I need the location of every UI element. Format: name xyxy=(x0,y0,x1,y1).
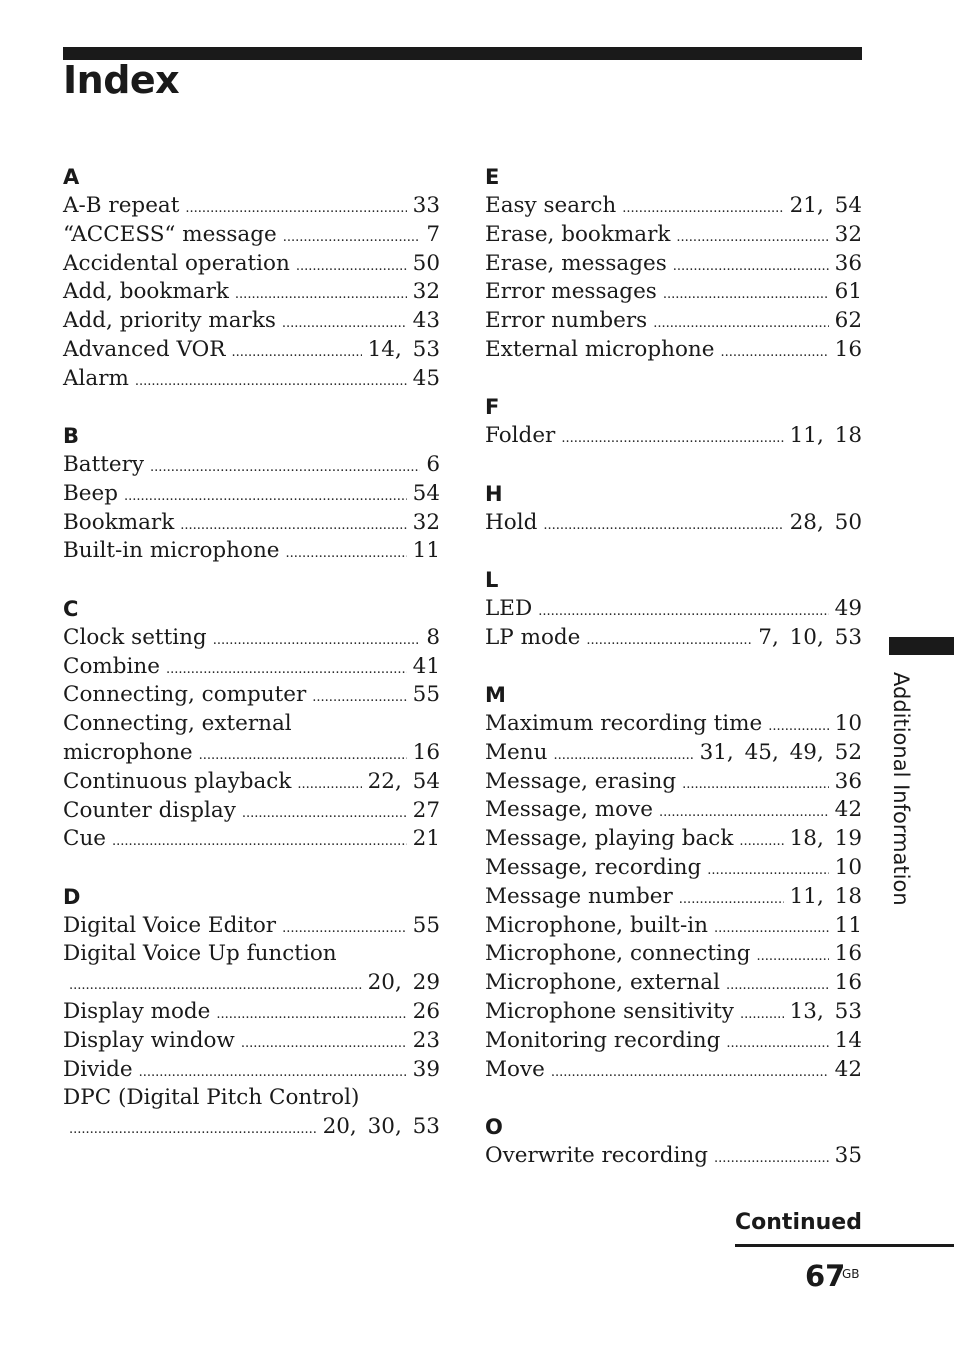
index-entry xyxy=(485,768,862,797)
header-rule xyxy=(63,47,862,60)
dot-leader xyxy=(112,828,407,857)
entry-term: Display mode xyxy=(63,999,211,1025)
index-entry xyxy=(63,739,440,768)
index-entry xyxy=(63,192,440,221)
index-entry xyxy=(63,537,440,566)
dot-leader xyxy=(312,684,406,713)
dot-leader xyxy=(139,1059,407,1088)
index-entry xyxy=(63,797,440,826)
index-entry xyxy=(485,940,862,969)
dot-leader xyxy=(180,512,406,541)
index-entry xyxy=(63,969,440,998)
dot-leader xyxy=(283,224,421,253)
entry-term: Digital Voice Editor xyxy=(63,912,277,938)
index-entry xyxy=(485,796,862,825)
dot-leader xyxy=(282,915,407,944)
section-letter: C xyxy=(63,596,79,621)
section-letter: O xyxy=(485,1114,503,1139)
entry-pages: 21, 54 xyxy=(789,193,862,218)
index-column-right xyxy=(485,163,862,1199)
entry-pages: 43 xyxy=(412,308,440,334)
entry-term: Connecting, external xyxy=(63,711,292,737)
index-entry xyxy=(485,883,862,912)
entry-term: Monitoring recording xyxy=(485,1027,721,1053)
dot-leader xyxy=(653,310,828,339)
index-entry xyxy=(485,825,862,854)
entry-term: DPC (Digital Pitch Control) xyxy=(63,1085,360,1111)
entry-term: Divide xyxy=(63,1056,133,1082)
dot-leader xyxy=(714,915,829,944)
entry-term: Add, bookmark xyxy=(63,279,229,305)
entry-term: Erase, messages xyxy=(485,250,667,276)
dot-leader xyxy=(282,310,407,339)
dot-leader xyxy=(69,972,362,1001)
dot-leader xyxy=(726,972,829,1001)
entry-term: LP mode xyxy=(485,624,581,650)
dot-leader xyxy=(241,1030,407,1059)
index-entry xyxy=(485,221,862,250)
entry-term: External microphone xyxy=(485,336,715,362)
entry-term: Microphone, external xyxy=(485,970,720,996)
index-entry xyxy=(63,307,440,336)
entry-pages: 11, 18 xyxy=(789,423,862,449)
entry-term: Error messages xyxy=(485,279,657,305)
dot-leader xyxy=(622,195,783,224)
entry-pages: 14, 53 xyxy=(367,336,440,362)
index-entry xyxy=(63,653,440,682)
entry-pages: 10 xyxy=(834,710,862,736)
dot-leader xyxy=(166,656,407,685)
section-letter: H xyxy=(485,481,503,506)
dot-leader xyxy=(231,339,361,368)
index-entry xyxy=(485,192,862,221)
index-entry xyxy=(63,221,440,250)
entry-term: “ACCESS“ message xyxy=(63,221,277,247)
index-entry xyxy=(485,595,862,624)
entry-pages: 7 xyxy=(426,221,440,247)
dot-leader xyxy=(714,1145,829,1174)
dot-leader xyxy=(216,1001,406,1030)
index-section xyxy=(485,480,862,538)
index-entry xyxy=(63,710,440,739)
entry-pages: 20, 30, 53 xyxy=(322,1114,440,1140)
index-entry xyxy=(485,912,862,941)
entry-term: Microphone, built-in xyxy=(485,912,708,938)
dot-leader xyxy=(673,253,829,282)
dot-leader xyxy=(235,281,407,310)
dot-leader xyxy=(721,339,829,368)
entry-term: Microphone sensitivity xyxy=(485,998,734,1024)
index-entry xyxy=(63,250,440,279)
index-section xyxy=(485,1113,862,1171)
entry-pages: 20, 29 xyxy=(367,970,440,996)
entry-pages: 32 xyxy=(834,221,862,247)
dot-leader xyxy=(586,627,752,656)
entry-term: Easy search xyxy=(485,193,617,218)
entry-term: Connecting, computer xyxy=(63,682,307,708)
entry-pages: 16 xyxy=(834,970,862,996)
index-entry xyxy=(63,480,440,509)
dot-leader xyxy=(663,281,829,310)
dot-leader xyxy=(213,627,421,656)
entry-pages: 36 xyxy=(834,768,862,794)
entry-pages: 13, 53 xyxy=(789,998,862,1024)
page-number-suffix: GB xyxy=(842,1267,860,1281)
index-section xyxy=(63,422,440,566)
index-entry xyxy=(485,1056,862,1085)
index-entry xyxy=(485,509,862,538)
dot-leader xyxy=(739,828,783,857)
entry-term: Clock setting xyxy=(63,624,207,650)
dot-leader xyxy=(286,540,407,569)
entry-pages: 55 xyxy=(412,912,440,938)
index-entry xyxy=(485,1027,862,1056)
index-entry xyxy=(63,624,440,653)
dot-leader xyxy=(707,857,828,886)
entry-term: Hold xyxy=(485,509,538,535)
index-section xyxy=(63,883,440,1142)
dot-leader xyxy=(297,771,361,800)
dot-leader xyxy=(69,1116,317,1145)
entry-pages: 26 xyxy=(412,999,440,1025)
entry-term: Move xyxy=(485,1056,545,1082)
dot-leader xyxy=(543,512,783,541)
section-letter: F xyxy=(485,395,500,420)
entry-term: microphone xyxy=(63,739,193,765)
dot-leader xyxy=(659,799,829,828)
page-number: 67 xyxy=(805,1259,846,1293)
index-section xyxy=(63,163,440,394)
index-section xyxy=(63,595,440,854)
entry-term: Display window xyxy=(63,1027,235,1053)
index-entry xyxy=(63,1113,440,1142)
index-entry xyxy=(63,1056,440,1085)
entry-term: Message, erasing xyxy=(485,768,677,794)
page-title: Index xyxy=(63,58,180,102)
entry-term: A-B repeat xyxy=(63,193,180,218)
index-section xyxy=(485,681,862,1084)
section-tab-label: Additional Information xyxy=(889,672,913,906)
index-entry xyxy=(485,278,862,307)
dot-leader xyxy=(135,368,407,397)
footer-rule xyxy=(735,1244,954,1247)
section-letter: A xyxy=(63,165,80,189)
section-tab-marker xyxy=(889,637,954,655)
entry-pages: 21 xyxy=(412,826,440,852)
entry-term: Microphone, connecting xyxy=(485,941,751,967)
dot-leader xyxy=(768,713,828,742)
index-entry xyxy=(485,710,862,739)
entry-term: Bookmark xyxy=(63,509,175,535)
entry-term: Message, move xyxy=(485,797,653,823)
dot-leader xyxy=(726,1030,828,1059)
entry-term: Maximum recording time xyxy=(485,710,763,736)
entry-pages: 62 xyxy=(834,308,862,334)
entry-term: Alarm xyxy=(63,365,129,391)
index-entry xyxy=(63,1084,440,1113)
index-entry xyxy=(63,825,440,854)
entry-pages: 23 xyxy=(412,1027,440,1053)
dot-leader xyxy=(553,742,693,771)
index-entry xyxy=(485,739,862,768)
entry-term: Message, recording xyxy=(485,854,702,880)
entry-pages: 27 xyxy=(412,797,440,823)
index-section xyxy=(485,163,862,365)
index-entry xyxy=(485,998,862,1027)
dot-leader xyxy=(757,943,829,972)
entry-pages: 45 xyxy=(412,365,440,391)
entry-term: Folder xyxy=(485,423,556,449)
entry-pages: 6 xyxy=(426,452,440,478)
entry-term: Advanced VOR xyxy=(63,336,226,362)
entry-pages: 54 xyxy=(412,480,440,506)
entry-pages: 8 xyxy=(426,624,440,650)
entry-term: Counter display xyxy=(63,797,236,823)
entry-term: Menu xyxy=(485,739,548,765)
entry-term: Message, playing back xyxy=(485,826,734,852)
entry-term: Message number xyxy=(485,883,673,909)
index-entry xyxy=(485,969,862,998)
entry-pages: 32 xyxy=(412,509,440,535)
entry-pages: 32 xyxy=(412,279,440,305)
entry-pages: 16 xyxy=(412,739,440,765)
entry-term: Built-in microphone xyxy=(63,538,280,564)
dot-leader xyxy=(199,742,407,771)
index-section xyxy=(485,566,862,653)
index-entry xyxy=(63,451,440,480)
entry-term: Erase, bookmark xyxy=(485,221,671,247)
entry-pages: 42 xyxy=(834,797,862,823)
entry-pages: 42 xyxy=(834,1056,862,1082)
entry-pages: 18, 19 xyxy=(789,826,862,852)
dot-leader xyxy=(682,771,829,800)
entry-pages: 11, 18 xyxy=(789,883,862,909)
entry-pages: 10 xyxy=(834,854,862,880)
index-entry xyxy=(63,336,440,365)
entry-pages: 39 xyxy=(412,1056,440,1082)
entry-term: LED xyxy=(485,595,533,621)
dot-leader xyxy=(124,483,407,512)
entry-pages: 31, 45, 49, 52 xyxy=(699,739,862,765)
entry-pages: 49 xyxy=(834,595,862,621)
section-letter: E xyxy=(485,165,500,189)
entry-pages: 11 xyxy=(412,538,440,564)
entry-pages: 50 xyxy=(412,250,440,276)
index-entry xyxy=(485,307,862,336)
section-letter: M xyxy=(485,682,506,707)
section-letter: B xyxy=(63,424,80,449)
index-entry xyxy=(485,854,862,883)
entry-pages: 7, 10, 53 xyxy=(758,624,862,650)
entry-pages: 41 xyxy=(412,653,440,679)
index-entry xyxy=(485,422,862,451)
dot-leader xyxy=(150,454,420,483)
index-entry xyxy=(63,912,440,941)
entry-pages: 35 xyxy=(834,1142,862,1168)
index-entry xyxy=(63,365,440,394)
entry-term: Cue xyxy=(63,826,107,852)
entry-pages: 61 xyxy=(834,279,862,305)
entry-pages: 36 xyxy=(834,250,862,276)
index-entry xyxy=(63,998,440,1027)
entry-pages: 28, 50 xyxy=(789,509,862,535)
index-entry xyxy=(63,681,440,710)
index-section xyxy=(485,393,862,451)
index-entry xyxy=(63,1027,440,1056)
index-entry xyxy=(485,250,862,279)
entry-pages: 33 xyxy=(412,193,440,218)
entry-pages: 55 xyxy=(412,682,440,708)
entry-term: Battery xyxy=(63,452,145,478)
dot-leader xyxy=(561,425,783,454)
entry-term: Beep xyxy=(63,480,119,506)
entry-term: Combine xyxy=(63,653,160,679)
entry-pages: 22, 54 xyxy=(367,768,440,794)
section-letter: D xyxy=(63,884,81,909)
section-letter: L xyxy=(485,567,499,592)
dot-leader xyxy=(242,800,407,829)
index-entry xyxy=(63,509,440,538)
index-entry xyxy=(485,624,862,653)
dot-leader xyxy=(740,1001,784,1030)
entry-term: Digital Voice Up function xyxy=(63,941,337,967)
dot-leader xyxy=(676,224,828,253)
entry-term: Overwrite recording xyxy=(485,1142,709,1168)
entry-term: Continuous playback xyxy=(63,768,292,794)
dot-leader xyxy=(538,598,828,627)
index-entry xyxy=(485,336,862,365)
dot-leader xyxy=(679,886,784,915)
entry-term: Error numbers xyxy=(485,308,648,334)
index-entry xyxy=(63,940,440,969)
continued-label: Continued xyxy=(735,1210,862,1235)
entry-pages: 16 xyxy=(834,941,862,967)
dot-leader xyxy=(185,195,406,224)
dot-leader xyxy=(296,253,407,282)
index-column-left xyxy=(63,163,440,1171)
dot-leader xyxy=(551,1059,829,1088)
index-entry xyxy=(485,1142,862,1171)
entry-term: Accidental operation xyxy=(63,250,290,276)
entry-pages: 14 xyxy=(834,1027,862,1053)
entry-term: Add, priority marks xyxy=(63,308,276,334)
index-entry xyxy=(63,768,440,797)
entry-pages: 11 xyxy=(834,912,862,938)
entry-pages: 16 xyxy=(834,336,862,362)
index-entry xyxy=(63,278,440,307)
